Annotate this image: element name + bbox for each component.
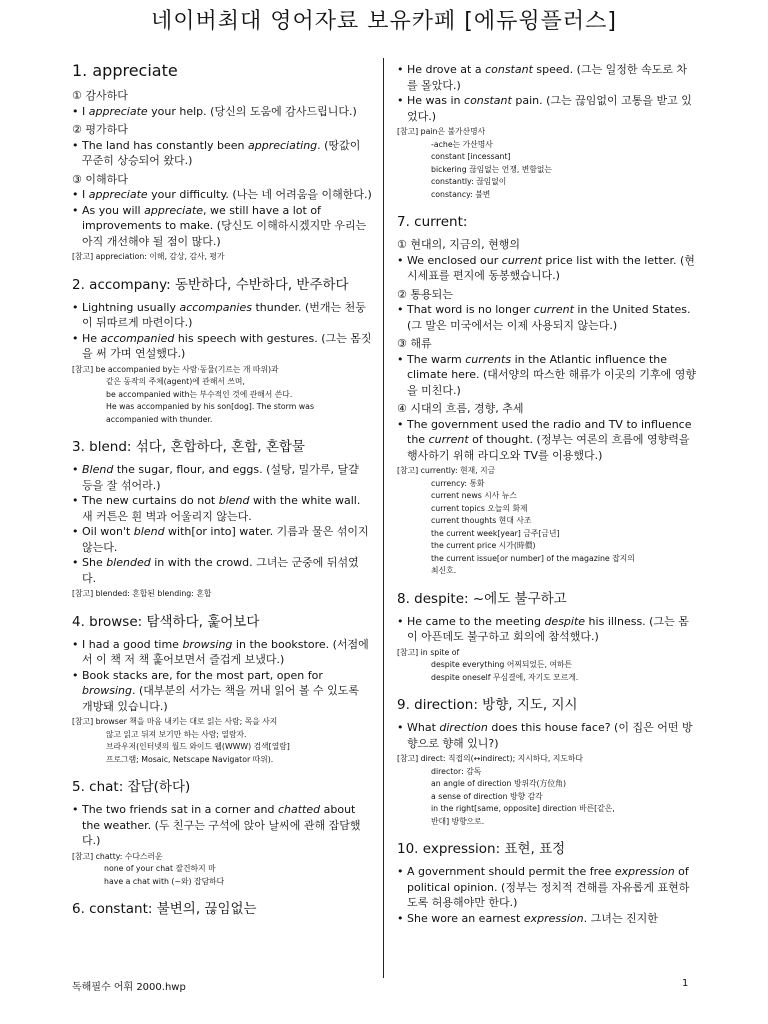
- keyword: current: [533, 303, 574, 316]
- example: • The warm currents in the Atlantic influence the climate here. (대서양의 따스한 해류가 이곳의 기후에 영향을 미친다.): [397, 352, 697, 397]
- note-line: none of your chat 잘건하지 마: [104, 864, 216, 873]
- note: [397, 126, 697, 201]
- note-line: [참고] browser 책을 마음 내키는 대로 읽는 사람; 목을 사지: [72, 717, 278, 726]
- sense: ③ 이해하다: [72, 172, 128, 186]
- example: • She wore an earnest expression. 그녀는 진지한: [397, 911, 658, 925]
- note-line: 최신호.: [431, 566, 457, 575]
- entry-title: 8. despite: ~에도 불구하고: [397, 590, 567, 607]
- example: • I had a good time browsing in the bookstore. (서점에서 이 책 저 책 훑어보면서 즐겁게 보냈다.): [72, 637, 369, 666]
- column-divider: [383, 58, 384, 978]
- entry-appreciate: [72, 62, 372, 264]
- example: • The government used the radio and TV to influence the current of thought. (정부는 여론의 흐름에 영향력을 행사하기 위해 라디오와 TV를 이용했다.): [397, 417, 692, 462]
- note-line: [참고] blended: 혼합된 blending: 혼합: [72, 589, 212, 598]
- note-line: have a chat with (~와) 잡담하다: [104, 876, 225, 886]
- note-line: [참고] pain은 불가산명사: [397, 127, 486, 136]
- entry-expression: [397, 840, 697, 926]
- entry-title: 1. appreciate: [72, 61, 178, 80]
- keyword: despite: [544, 614, 586, 628]
- note-line: [참고] in spite of: [397, 647, 460, 657]
- example: • The land has constantly been appreciating. (땅값이 꾸준히 상승되어 왔다.): [72, 138, 361, 167]
- note-line: [참고] currently: 현재, 지금: [397, 466, 496, 475]
- example: • The new curtains do not blend with the white wall. 새 커튼은 흰 벽과 어울리지 않는다.: [72, 494, 361, 523]
- entry-despite: [397, 590, 697, 685]
- entry-title: 9. direction: 방향, 지도, 지시: [397, 697, 578, 713]
- example: • Book stacks are, for the most part, open for browsing. (대부분의 서가는 책을 꺼내 읽어 볼 수 있도록 개방돼 있습니다.): [72, 668, 360, 713]
- keyword: browsing: [182, 637, 233, 651]
- note-line: -ache는 가산명사: [431, 139, 493, 149]
- keyword: constant: [464, 94, 512, 107]
- note-line: constantly: 끊임없이: [431, 177, 507, 186]
- keyword: blend: [133, 525, 165, 538]
- page-number: 1: [682, 978, 689, 989]
- keyword: appreciating: [248, 138, 318, 152]
- note-line: current thoughts 현대 사조: [431, 516, 532, 525]
- entry-current: [397, 213, 697, 578]
- note-line: bickering 끊임없는 언쟁, 변함없는: [431, 164, 552, 174]
- note-line: an angle of direction 방위각(方位角): [431, 779, 567, 788]
- keyword: currents: [465, 352, 512, 366]
- note-line: current news 시사 뉴스: [431, 491, 517, 500]
- keyword: direction: [439, 721, 488, 734]
- sense: ① 감사하다: [72, 89, 128, 102]
- entry-direction: [397, 696, 697, 828]
- entry-title: 10. expression: 표현, 표정: [397, 841, 566, 857]
- note-line: director: 감독: [431, 766, 482, 776]
- entry-title: 3. blend: 섞다, 혼합하다, 혼합, 혼합물: [72, 439, 305, 455]
- keyword: Blend: [82, 463, 114, 476]
- note-line: 반대] 방향으로.: [431, 816, 485, 826]
- example: • He drove at a constant speed. (그는 일정한 속도로 차를 몰았다.): [397, 63, 688, 92]
- note-line: the current price 시가(時價): [431, 541, 536, 550]
- note-line: despite oneself 무심결에, 자기도 모르게.: [431, 672, 579, 682]
- note: [72, 588, 372, 601]
- note-line: 같은 동작의 주체(agent)에 관해서 쓰며,: [106, 377, 245, 386]
- example: • Lightning usually accompanies thunder. (번개는 천둥이 뒤따르게 마련이다.): [72, 300, 366, 329]
- sense: ④ 시대의 흐름, 경향, 추세: [397, 402, 524, 415]
- entry-title: 5. chat: 잡담(하다): [72, 779, 191, 795]
- entry-title: 7. current:: [397, 214, 468, 230]
- example: • What direction does this house face? (이 집은 어떤 방향으로 향해 있니?): [397, 721, 693, 750]
- note-line: 브라우저(인터넷의 월드 와이드 웹(WWW) 검색[열람]: [106, 742, 290, 751]
- example: • That word is no longer current in the United States. (그 말은 미국에서는 이제 사용되지 않는다.): [397, 303, 691, 332]
- note: [72, 251, 372, 264]
- note-line: [참고] chatty: 수다스러운: [72, 851, 163, 861]
- example: • He accompanied his speech with gestures. (그는 몸짓을 써 가며 연설했다.): [72, 331, 372, 360]
- keyword: accompanies: [179, 300, 252, 314]
- keyword: constant: [485, 63, 533, 76]
- example: • I appreciate your difficulty. (나는 네 어려움을 이해한다.): [72, 188, 372, 201]
- example: • I appreciate your help. (당신의 도움에 감사드립니다.): [72, 104, 357, 118]
- entry-accompany: [72, 276, 372, 427]
- example: • Oil won't blend with[or into] water. 기름과 물은 섞이지 않는다.: [72, 525, 369, 554]
- keyword: blended: [106, 556, 151, 569]
- entry-constant: [72, 900, 372, 918]
- note-line: current topics 오늘의 화제: [431, 503, 528, 513]
- sense: ③ 해류: [397, 337, 432, 350]
- right-column: [397, 62, 697, 926]
- note-line: 않고 읽고 뒤져 보기만 하는 사람; 열람자.: [106, 729, 247, 739]
- example: • The two friends sat in a corner and chatted about the weather. (두 친구는 구석에 앉아 날씨에 관해 잡담했다.): [72, 803, 361, 847]
- entry-blend: [72, 438, 372, 601]
- example: • He was in constant pain. (그는 끊임없이 고통을 받고 있었다.): [397, 94, 692, 123]
- example: • She blended in with the crowd. 그녀는 군중에 뒤섞였다.: [72, 556, 359, 585]
- sense: ① 현대의, 지금의, 현행의: [397, 238, 520, 251]
- keyword: current: [428, 433, 469, 446]
- keyword: chatted: [277, 803, 321, 816]
- note-line: [참고] direct: 직접의(↔indirect); 지시하다, 지도하다: [397, 754, 583, 763]
- example: • As you will appreciate, we still have a lot of improvements to make. (당신도 이해하시겠지만 우리는 아직 개선해야 될 점이 많다.): [72, 203, 367, 248]
- example: • Blend the sugar, flour, and eggs. (설탕, 밀가루, 달걀 등을 잘 섞어라.): [72, 463, 359, 492]
- note-line: constant [incessant]: [431, 152, 511, 161]
- sense: ② 통용되는: [397, 287, 453, 301]
- note-line: the current week[year] 금주[금년]: [431, 528, 560, 538]
- entry-browse: [72, 613, 372, 767]
- note-line: a sense of direction 방향 감각: [431, 791, 543, 801]
- note-line: [참고] be accompanied by는 사람·동물(기르는 개 따위)과: [72, 364, 279, 374]
- note: [72, 851, 372, 889]
- keyword: expression: [614, 865, 675, 878]
- note-line: constancy: 불변: [431, 189, 491, 199]
- footer-filename: 독해필수 어휘 2000.hwp: [72, 982, 186, 993]
- entry-constant-continued: [397, 62, 697, 201]
- left-column: [72, 62, 372, 924]
- keyword: current: [501, 253, 542, 267]
- keyword: expression: [523, 911, 584, 925]
- note: [72, 716, 372, 766]
- note: [72, 364, 372, 427]
- entry-title: 4. browse: 탐색하다, 훑어보다: [72, 613, 260, 630]
- keyword: browsing: [82, 684, 132, 697]
- note-line: despite everything 어찌되었든, 여하튼: [431, 660, 573, 669]
- note-line: He was accompanied by his son[dog]. The storm was: [106, 402, 315, 411]
- keyword: blend: [218, 494, 250, 507]
- note-line: 프로그램; Mosaic, Netscape Navigator 따위).: [106, 754, 274, 764]
- keyword: appreciate: [88, 188, 148, 201]
- keyword: accompanied: [100, 331, 175, 345]
- example: • A government should permit the free expression of political opinion. (정부는 정치적 견해를 자유롭게 표현하도록 허용해야만 한다.): [397, 865, 690, 909]
- note-line: currency: 통화: [431, 478, 485, 488]
- note-line: be accompanied with는 부수적인 것에 관해서 쓴다.: [106, 389, 293, 399]
- note-line: the current issue[or number] of the magazine 잡지의: [431, 553, 635, 563]
- note-line: accompanied with thunder.: [106, 414, 213, 424]
- example: • We enclosed our current price list with the letter. (현 시세표를 편지에 동봉했습니다.): [397, 253, 695, 282]
- note: [397, 465, 697, 578]
- note: [397, 647, 697, 685]
- example: • He came to the meeting despite his illness. (그는 몸이 아픈데도 불구하고 회의에 참석했다.): [397, 614, 689, 643]
- keyword: appreciate: [88, 104, 148, 118]
- entry-chat: [72, 778, 372, 888]
- note: [397, 753, 697, 828]
- page-title: 네이버최대 영어자료 보유카페 [에듀윙플러스]: [151, 9, 617, 34]
- entry-title: 6. constant: 불변의, 끊임없는: [72, 901, 257, 917]
- entry-title: 2. accompany: 동반하다, 수반하다, 반주하다: [72, 276, 349, 293]
- note-line: [참고] appreciation: 이해, 감상, 감사, 평가: [72, 252, 225, 261]
- sense: ② 평가하다: [72, 123, 128, 136]
- note-line: in the right[same, opposite] direction 바른[같은,: [431, 804, 615, 813]
- keyword: appreciate: [144, 203, 204, 217]
